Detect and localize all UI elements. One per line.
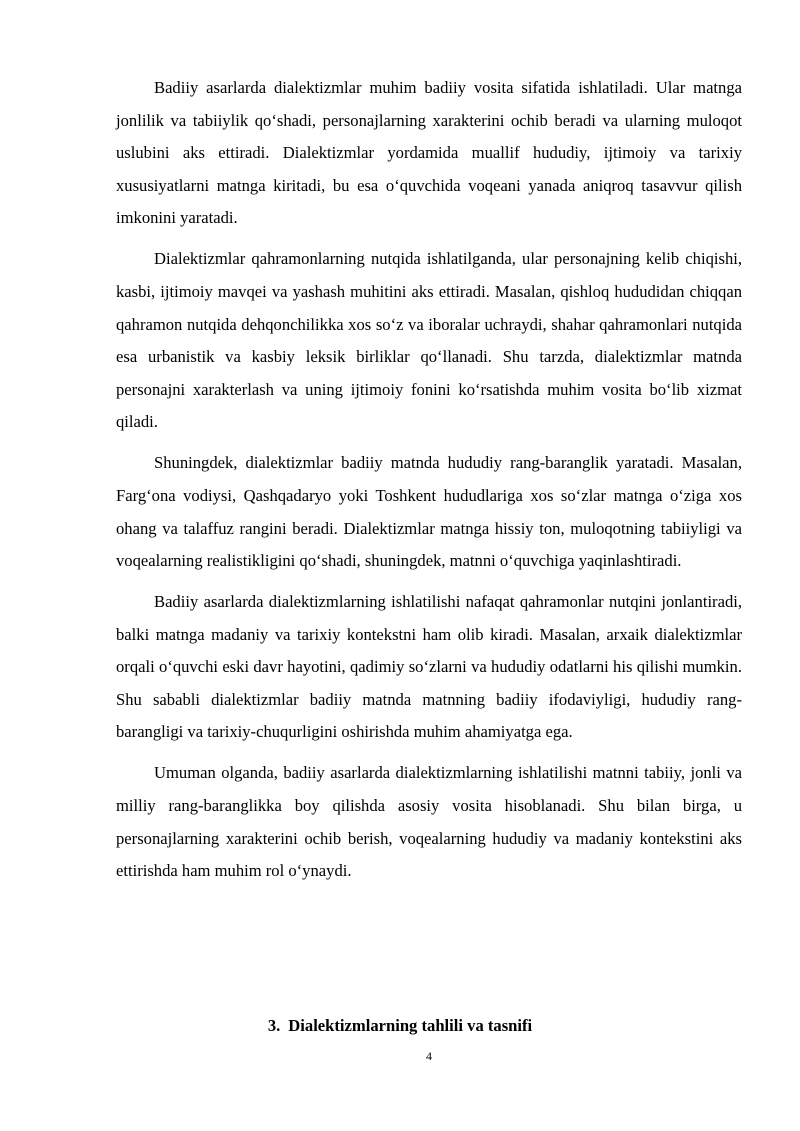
paragraph-4: Badiiy asarlarda dialektizmlarning ishlatilishi nafaqat qahramonlar nutqini jonlantiradi, balki matnga madaniy va tarixiy kontekstni ham olib kiradi. Masalan, arxaik dialektizmlar orqali o‘quvchi eski davr hayotini, qadimiy so‘zlarni va hududiy odatlarni his qilishi mumkin. Shu sababli dialektizmlar badiiy matnda matnning badiiy ifodaviyligi, hududiy rang-barangligi va tarixiy-chuqurligini oshirishda muhim ahamiyatga ega. <box>116 592 742 742</box>
document-body <box>116 72 742 896</box>
paragraph-2: Dialektizmlar qahramonlarning nutqida ishlatilganda, ular personajning kelib chiqishi, kasbi, ijtimoiy mavqei va yashash muhitini aks ettiradi. Masalan, qishloq hududidan chiqqan qahramon nutqida dehqonchilikka xos so‘z va iboralar uchraydi, shahar qahramonlari nutqida esa urbanistik va kasbiy leksik birliklar qo‘llanadi. Shu tarzda, dialektizmlar matnda personajni xarakterlash va uning ijtimoiy fonini ko‘rsatishda muhim vosita bo‘lib xizmat qiladi. <box>116 249 742 432</box>
section-title: Dialektizmlarning tahlili va tasnifi <box>288 1016 533 1035</box>
paragraph-5: Umuman olganda, badiiy asarlarda dialektizmlarning ishlatilishi matnni tabiiy, jonli va milliy rang-baranglikka boy qilishda asosiy vosita hisoblanadi. Shu bilan birga, u personajlarning xarakterini ochib berish, voqealarning hududiy va madaniy kontekstini aks ettirishda ham muhim rol o‘ynaydi. <box>116 763 742 881</box>
section-heading <box>0 1015 800 1037</box>
paragraph-1: Badiiy asarlarda dialektizmlar muhim badiiy vosita sifatida ishlatiladi. Ular matnga jonlilik va tabiiylik qo‘shadi, personajlarning xarakterini ochib beradi va ularning muloqot uslubini aks ettiradi. Dialektizmlar yordamida muallif hududiy, ijtimoiy va tarixiy xususiyatlarni matnga kiritadi, bu esa o‘quvchida voqeani yanada aniqroq tasavvur qilish imkonini yaratadi. <box>116 78 742 228</box>
section-number: 3. <box>267 1016 281 1035</box>
paragraph-3: Shuningdek, dialektizmlar badiiy matnda hududiy rang-baranglik yaratadi. Masalan, Farg‘ona vodiysi, Qashqadaryo yoki Toshkent hududlariga xos so‘zlar matnga o‘ziga xos ohang va talaffuz rangini beradi. Dialektizmlar matnga hissiy ton, muloqotning tabiiyligi va voqealarning realistikligini qo‘shadi, shuningdek, matnni o‘quvchiga yaqinlashtiradi. <box>116 453 742 571</box>
page-number: 4 <box>426 1049 432 1063</box>
